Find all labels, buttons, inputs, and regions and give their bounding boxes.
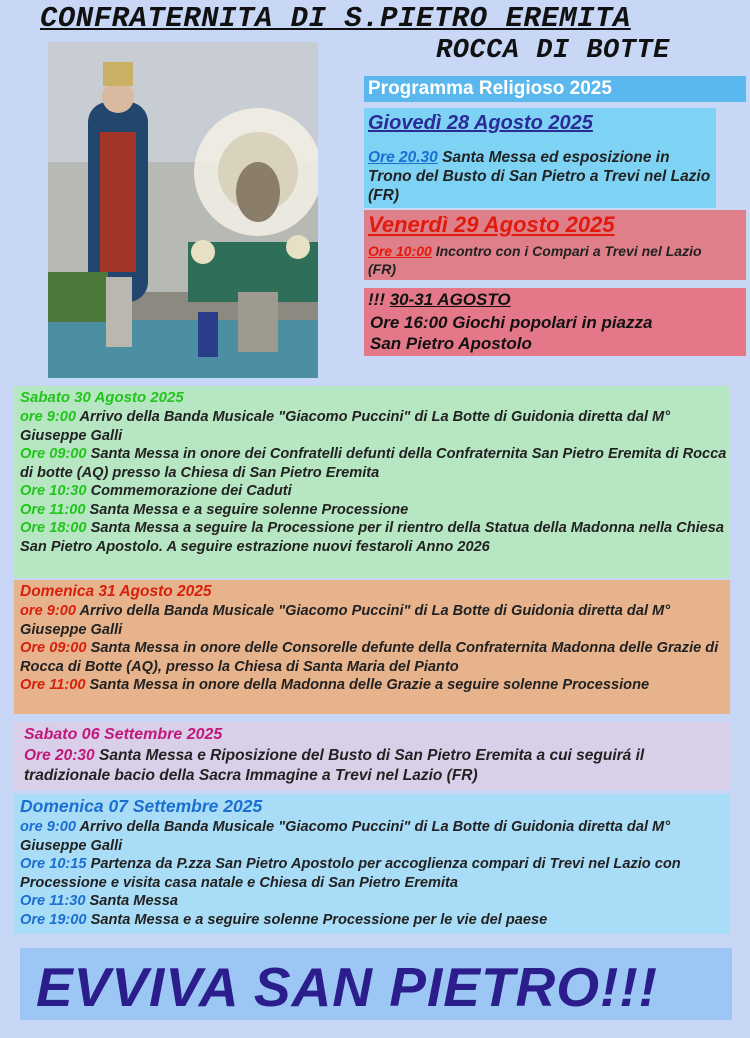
list-item: Ore 09:00 Santa Messa in onore delle Consorelle defunte della Confraternita Madonna delle Grazie di Rocca di Botte (AQ), presso la Chiesa di Santa Maria del Pianto	[20, 640, 719, 675]
list-item: Ore 10:30 Commemorazione dei Caduti	[20, 483, 292, 499]
list-item: Ore 11:30 Santa Messa	[20, 893, 178, 909]
list-item: Ore 09:00 Santa Messa in onore dei Confratelli defunti della Confraternita San Pietro Eremita di Rocca di botte (AQ) presso la Chiesa di San Pietro Eremita	[20, 446, 727, 481]
venerdi-text: Incontro con i Compari a Trevi nel Lazio (FR)	[368, 243, 702, 277]
list-item: Ore 19:00 Santa Messa e a seguire solenne Processione per le vie del paese	[20, 911, 548, 928]
agosto-3031-date: 30-31 AGOSTO	[389, 290, 511, 309]
program-label: Programma Religioso 2025	[364, 76, 746, 102]
list-item: ore 9:00 Arrivo della Banda Musicale "Giacomo Puccini" di La Botte di Guidonia diretta dal M° Giuseppe Galli	[20, 409, 671, 444]
venerdi-box	[364, 210, 746, 280]
agosto-3031-prefix: !!!	[368, 290, 385, 309]
domenica-31-section	[14, 580, 730, 714]
domenica-07-section	[14, 794, 730, 934]
agosto-3031-heading	[368, 290, 511, 310]
header-title: CONFRATERNITA DI S.PIETRO EREMITA	[40, 2, 631, 35]
sabato-06-section	[14, 722, 730, 790]
list-item: Ore 11:00 Santa Messa in onore della Madonna delle Grazie a seguire solenne Processione	[20, 677, 650, 693]
list-item: ore 9:00 Arrivo della Banda Musicale "Giacomo Puccini" di La Botte di Guidonia diretta dal M° Giuseppe Galli	[20, 819, 671, 854]
sabato-06-events	[24, 746, 724, 786]
venerdi-date: Venerdì 29 Agosto 2025	[368, 212, 615, 237]
list-item: Ore 18:00 Santa Messa a seguire la Processione per il rientro della Statua della Madonna nella Chiesa San Pietro Apostolo. A seguire estrazione nuovi festaroli Anno 2026	[20, 520, 725, 555]
giovedi-time: Ore 20.30	[368, 149, 438, 166]
giovedi-event	[368, 148, 712, 205]
statues-photo	[48, 42, 318, 378]
list-item: Ore 20:30 Santa Messa e Riposizione del Busto di San Pietro Eremita a cui seguirá il tradizionale bacio della Sacra Immagine a Trevi nel Lazio (FR)	[24, 747, 645, 784]
header-subtitle: ROCCA DI BOTTE	[436, 36, 670, 66]
list-item: ore 9:00 Arrivo della Banda Musicale "Giacomo Puccini" di La Botte di Guidonia diretta dal M° Giuseppe Galli	[20, 603, 671, 638]
sabato-30-section	[14, 386, 730, 578]
giovedi-text: Santa Messa ed esposizione in Trono del Busto di San Pietro a Trevi nel Lazio (FR)	[368, 149, 711, 204]
domenica-31-title: Domenica 31 Agosto 2025	[20, 583, 212, 600]
list-item: Ore 11:00 Santa Messa e a seguire solenne Processione	[20, 501, 409, 518]
footer-slogan: EVVIVA SAN PIETRO!!!	[36, 956, 658, 1018]
list-item: Ore 10:15 Partenza da P.zza San Pietro Apostolo per accoglienza compari di Trevi nel Lazio con Processione e visita casa natale e Chiesa di San Pietro Eremita	[20, 856, 681, 891]
giovedi-date: Giovedì 28 Agosto 2025	[368, 112, 593, 134]
domenica-07-events	[20, 818, 728, 929]
sabato-30-title: Sabato 30 Agosto 2025	[20, 389, 184, 406]
domenica-31-events	[20, 602, 728, 695]
statues-illustration	[48, 42, 318, 378]
giovedi-box	[364, 108, 716, 208]
venerdi-event	[368, 242, 708, 278]
venerdi-time: Ore 10:00	[368, 243, 432, 259]
sabato-30-events	[20, 408, 728, 556]
sabato-06-title: Sabato 06 Settembre 2025	[24, 726, 223, 743]
agosto-3031-box	[364, 288, 746, 356]
domenica-07-title: Domenica 07 Settembre 2025	[20, 796, 263, 816]
agosto-3031-text: Ore 16:00 Giochi popolari in piazza San Pietro Apostolo	[370, 313, 653, 353]
